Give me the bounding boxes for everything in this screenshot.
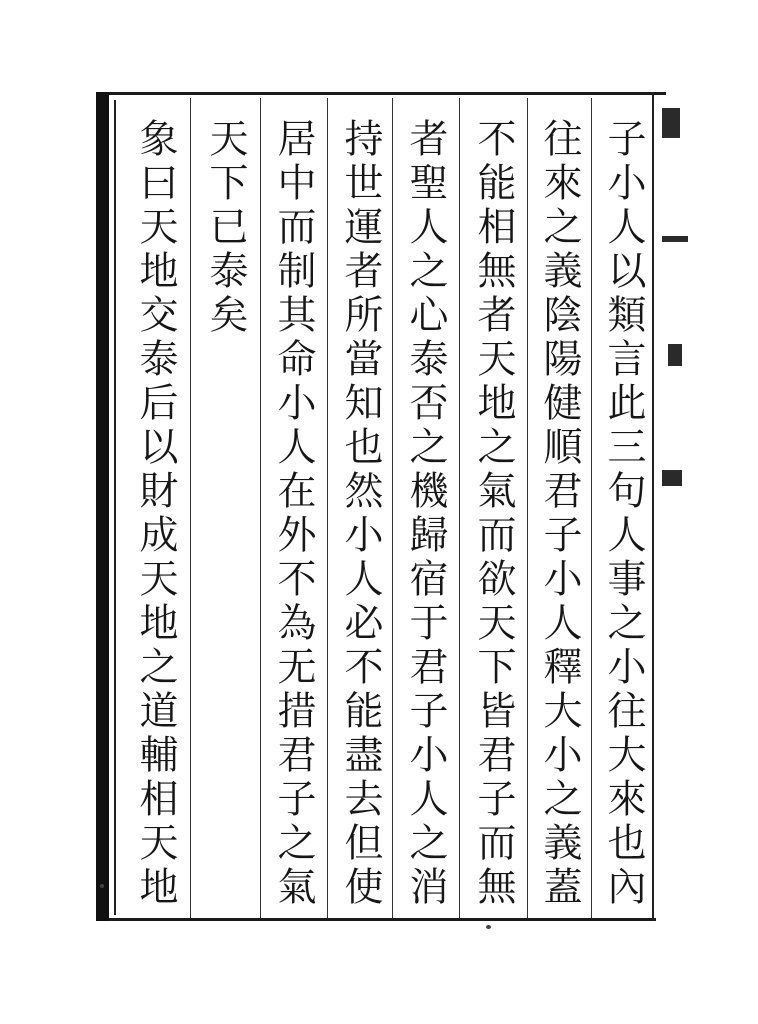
column-divider (327, 98, 328, 918)
column-divider (459, 98, 460, 918)
text-column-7: 天下已泰矣 (203, 118, 248, 338)
column-divider (260, 98, 261, 918)
right-frame-border (652, 92, 654, 921)
ink-speck (100, 884, 104, 888)
text-column-4: 者聖人之心泰否之機歸宿于君子小人之消 (403, 118, 448, 910)
bottom-frame-rule (96, 918, 656, 921)
ink-speck (486, 925, 491, 929)
top-frame-rule (96, 92, 666, 95)
text-column-8: 象曰天地交泰后以財成天地之道輔相天地 (133, 118, 178, 910)
column-divider (392, 98, 393, 918)
edge-fragment (662, 236, 688, 242)
edge-fragment (662, 108, 680, 138)
left-frame-border (96, 92, 109, 921)
text-column-6: 居中而制其命小人在外不為无措君子之氣 (271, 118, 316, 910)
edge-fragment (668, 344, 682, 366)
column-divider (527, 98, 528, 918)
edge-fragment (662, 470, 682, 486)
text-column-1: 子小人以類言此三句人事之小往大來也內 (601, 118, 646, 910)
column-divider (190, 98, 191, 918)
text-column-5: 持世運者所當知也然小人必不能盡去但使 (338, 118, 383, 910)
left-frame-inner-rule (114, 100, 116, 915)
text-column-3: 不能相無者天地之氣而欲天下皆君子而無 (471, 118, 516, 910)
column-divider (591, 98, 592, 918)
text-column-2: 往來之義陰陽健順君子小人釋大小之義蓋 (537, 118, 582, 910)
